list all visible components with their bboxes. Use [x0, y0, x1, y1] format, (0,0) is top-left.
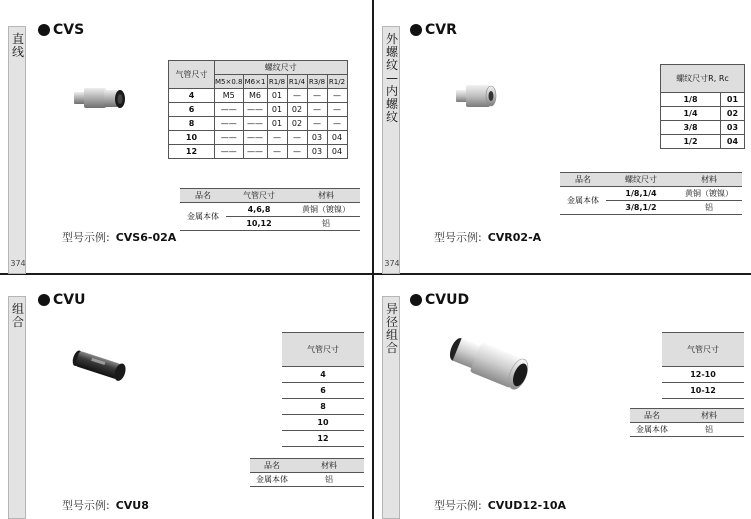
side-tab-cvs [8, 26, 26, 274]
cell: 03 [307, 145, 327, 159]
page-number: 374 [384, 259, 400, 268]
material-cell: 铝 [292, 217, 360, 231]
material-cell: 铝 [294, 473, 364, 487]
tube-size: 10 [169, 131, 215, 145]
table-row [661, 135, 745, 149]
table-row [282, 383, 364, 399]
cell: — [307, 89, 327, 103]
thread-col: R3/8 [307, 75, 327, 89]
product-name: 金属本体 [180, 203, 226, 231]
tube-size: 12-10 [662, 367, 744, 383]
material-header: 材料 [674, 409, 744, 423]
table-row [180, 203, 360, 217]
thread-col: M6×1 [243, 75, 267, 89]
tube-size: 8 [282, 399, 364, 415]
material-header: 材料 [676, 173, 742, 187]
side-tab-cvr [382, 26, 400, 274]
example-label: 型号示例: [434, 499, 482, 512]
cell: — [327, 117, 347, 131]
thread-col: R1/4 [287, 75, 307, 89]
title-text: CVUD [425, 292, 470, 308]
cell: —— [215, 145, 244, 159]
tube-size: 6 [282, 383, 364, 399]
side-tab-label: 外螺纹—内螺纹 [385, 32, 398, 124]
thread-col: M5×0.8 [215, 75, 244, 89]
page-number: 374 [10, 259, 26, 268]
table-row [661, 121, 745, 135]
title-text: CVS [53, 22, 85, 38]
bullet-icon [410, 294, 422, 306]
bullet-icon [38, 294, 50, 306]
table-row [169, 89, 348, 103]
cvs-material-table [180, 188, 360, 231]
thread-header: 螺纹尺寸 [215, 61, 348, 75]
tube-size: 12 [169, 145, 215, 159]
thread-col: R1/2 [327, 75, 347, 89]
vertical-divider [372, 0, 374, 519]
material-cell: 铝 [674, 423, 744, 437]
tube-header: 气管尺寸 [169, 61, 215, 89]
table-row [630, 423, 744, 437]
tube-header: 气管尺寸 [662, 333, 744, 367]
table-row [169, 131, 348, 145]
tube-size: 4 [169, 89, 215, 103]
cvud-model-example [434, 497, 566, 513]
cell: M6 [243, 89, 267, 103]
cell: 02 [287, 117, 307, 131]
material-header: 材料 [292, 189, 360, 203]
section-title-cvu [38, 292, 85, 308]
cell: 01 [267, 89, 287, 103]
example-code: CVUD12-10A [487, 499, 567, 512]
example-code: CVU8 [115, 499, 149, 512]
cvu-material-table [250, 458, 364, 487]
table-row [250, 473, 364, 487]
section-title-cvr [410, 22, 457, 38]
cell: — [267, 145, 287, 159]
section-title-cvs [38, 22, 84, 38]
cell: — [307, 103, 327, 117]
side-tab-label: 组合 [11, 302, 24, 329]
cell: M5 [215, 89, 244, 103]
cvu-model-example [62, 497, 149, 513]
cell: — [267, 131, 287, 145]
thread-size: 1/4 [661, 107, 721, 121]
table-row [282, 431, 364, 447]
cvr-model-example [434, 229, 541, 245]
size-cell: 1/8,1/4 [606, 187, 676, 201]
thread-col: R1/8 [267, 75, 287, 89]
thread-size: 3/8 [661, 121, 721, 135]
cell: —— [243, 103, 267, 117]
cell: 04 [327, 145, 347, 159]
size-cell: 10,12 [226, 217, 292, 231]
cvud-product-image [436, 334, 546, 416]
thread-header: 螺纹尺寸R, Rc [661, 65, 745, 93]
name-header: 品名 [630, 409, 674, 423]
tube-size: 6 [169, 103, 215, 117]
cell: —— [215, 103, 244, 117]
product-name: 金属本体 [560, 187, 606, 215]
cell: —— [215, 131, 244, 145]
side-tab-cvud [382, 296, 400, 519]
cell: —— [243, 117, 267, 131]
table-row [662, 383, 744, 399]
example-code: CVS6-02A [115, 231, 177, 244]
cell: — [307, 117, 327, 131]
cell: — [327, 103, 347, 117]
side-tab-label: 直线 [11, 32, 24, 59]
cell: —— [215, 117, 244, 131]
bullet-icon [410, 24, 422, 36]
material-cell: 铝 [676, 201, 742, 215]
cvr-product-image [452, 80, 502, 114]
table-row [661, 107, 745, 121]
title-text: CVU [53, 292, 86, 308]
cell: —— [243, 145, 267, 159]
product-name: 金属本体 [250, 473, 294, 487]
table-row [169, 117, 348, 131]
name-header: 品名 [180, 189, 226, 203]
table-row [169, 103, 348, 117]
thread-code: 03 [721, 121, 745, 135]
example-label: 型号示例: [434, 231, 482, 244]
tube-header: 气管尺寸 [282, 333, 364, 367]
horizontal-divider [0, 273, 751, 275]
thread-code: 04 [721, 135, 745, 149]
tube-size: 10-12 [662, 383, 744, 399]
product-name: 金属本体 [630, 423, 674, 437]
thread-code: 02 [721, 107, 745, 121]
example-label: 型号示例: [62, 231, 110, 244]
cell: — [287, 145, 307, 159]
cvs-product-image [72, 82, 130, 116]
cell: — [287, 89, 307, 103]
size-header: 气管尺寸 [226, 189, 292, 203]
table-row [282, 399, 364, 415]
tube-size: 10 [282, 415, 364, 431]
example-code: CVR02-A [487, 231, 542, 244]
size-header: 螺纹尺寸 [606, 173, 676, 187]
table-row [560, 187, 742, 201]
thread-size: 1/8 [661, 93, 721, 107]
table-row [282, 415, 364, 431]
cvud-material-table [630, 408, 744, 437]
title-text: CVR [425, 22, 457, 38]
cell: 01 [267, 117, 287, 131]
cvs-spec-table [168, 60, 348, 159]
thread-code: 01 [721, 93, 745, 107]
material-header: 材料 [294, 459, 364, 473]
cell: — [287, 131, 307, 145]
side-tab-cvu [8, 296, 26, 519]
size-cell: 4,6,8 [226, 203, 292, 217]
table-row [169, 145, 348, 159]
cvs-model-example [62, 229, 176, 245]
cvr-spec-table [660, 64, 745, 149]
cell: 03 [307, 131, 327, 145]
size-cell: 3/8,1/2 [606, 201, 676, 215]
cvu-product-image [68, 346, 134, 386]
cell: 02 [287, 103, 307, 117]
material-cell: 黄铜（镀镍） [292, 203, 360, 217]
side-tab-label: 异径组合 [385, 302, 398, 355]
section-title-cvud [410, 292, 469, 308]
table-row [662, 367, 744, 383]
name-header: 品名 [250, 459, 294, 473]
cell: 01 [267, 103, 287, 117]
tube-size: 4 [282, 367, 364, 383]
cell: —— [243, 131, 267, 145]
cell: 04 [327, 131, 347, 145]
name-header: 品名 [560, 173, 606, 187]
thread-size: 1/2 [661, 135, 721, 149]
cell: — [327, 89, 347, 103]
tube-size: 12 [282, 431, 364, 447]
tube-size: 8 [169, 117, 215, 131]
example-label: 型号示例: [62, 499, 110, 512]
table-row [661, 93, 745, 107]
cvud-spec-table [662, 332, 744, 399]
table-row [282, 367, 364, 383]
cvu-spec-table [282, 332, 364, 447]
bullet-icon [38, 24, 50, 36]
cvr-material-table [560, 172, 742, 215]
material-cell: 黄铜（镀镍） [676, 187, 742, 201]
